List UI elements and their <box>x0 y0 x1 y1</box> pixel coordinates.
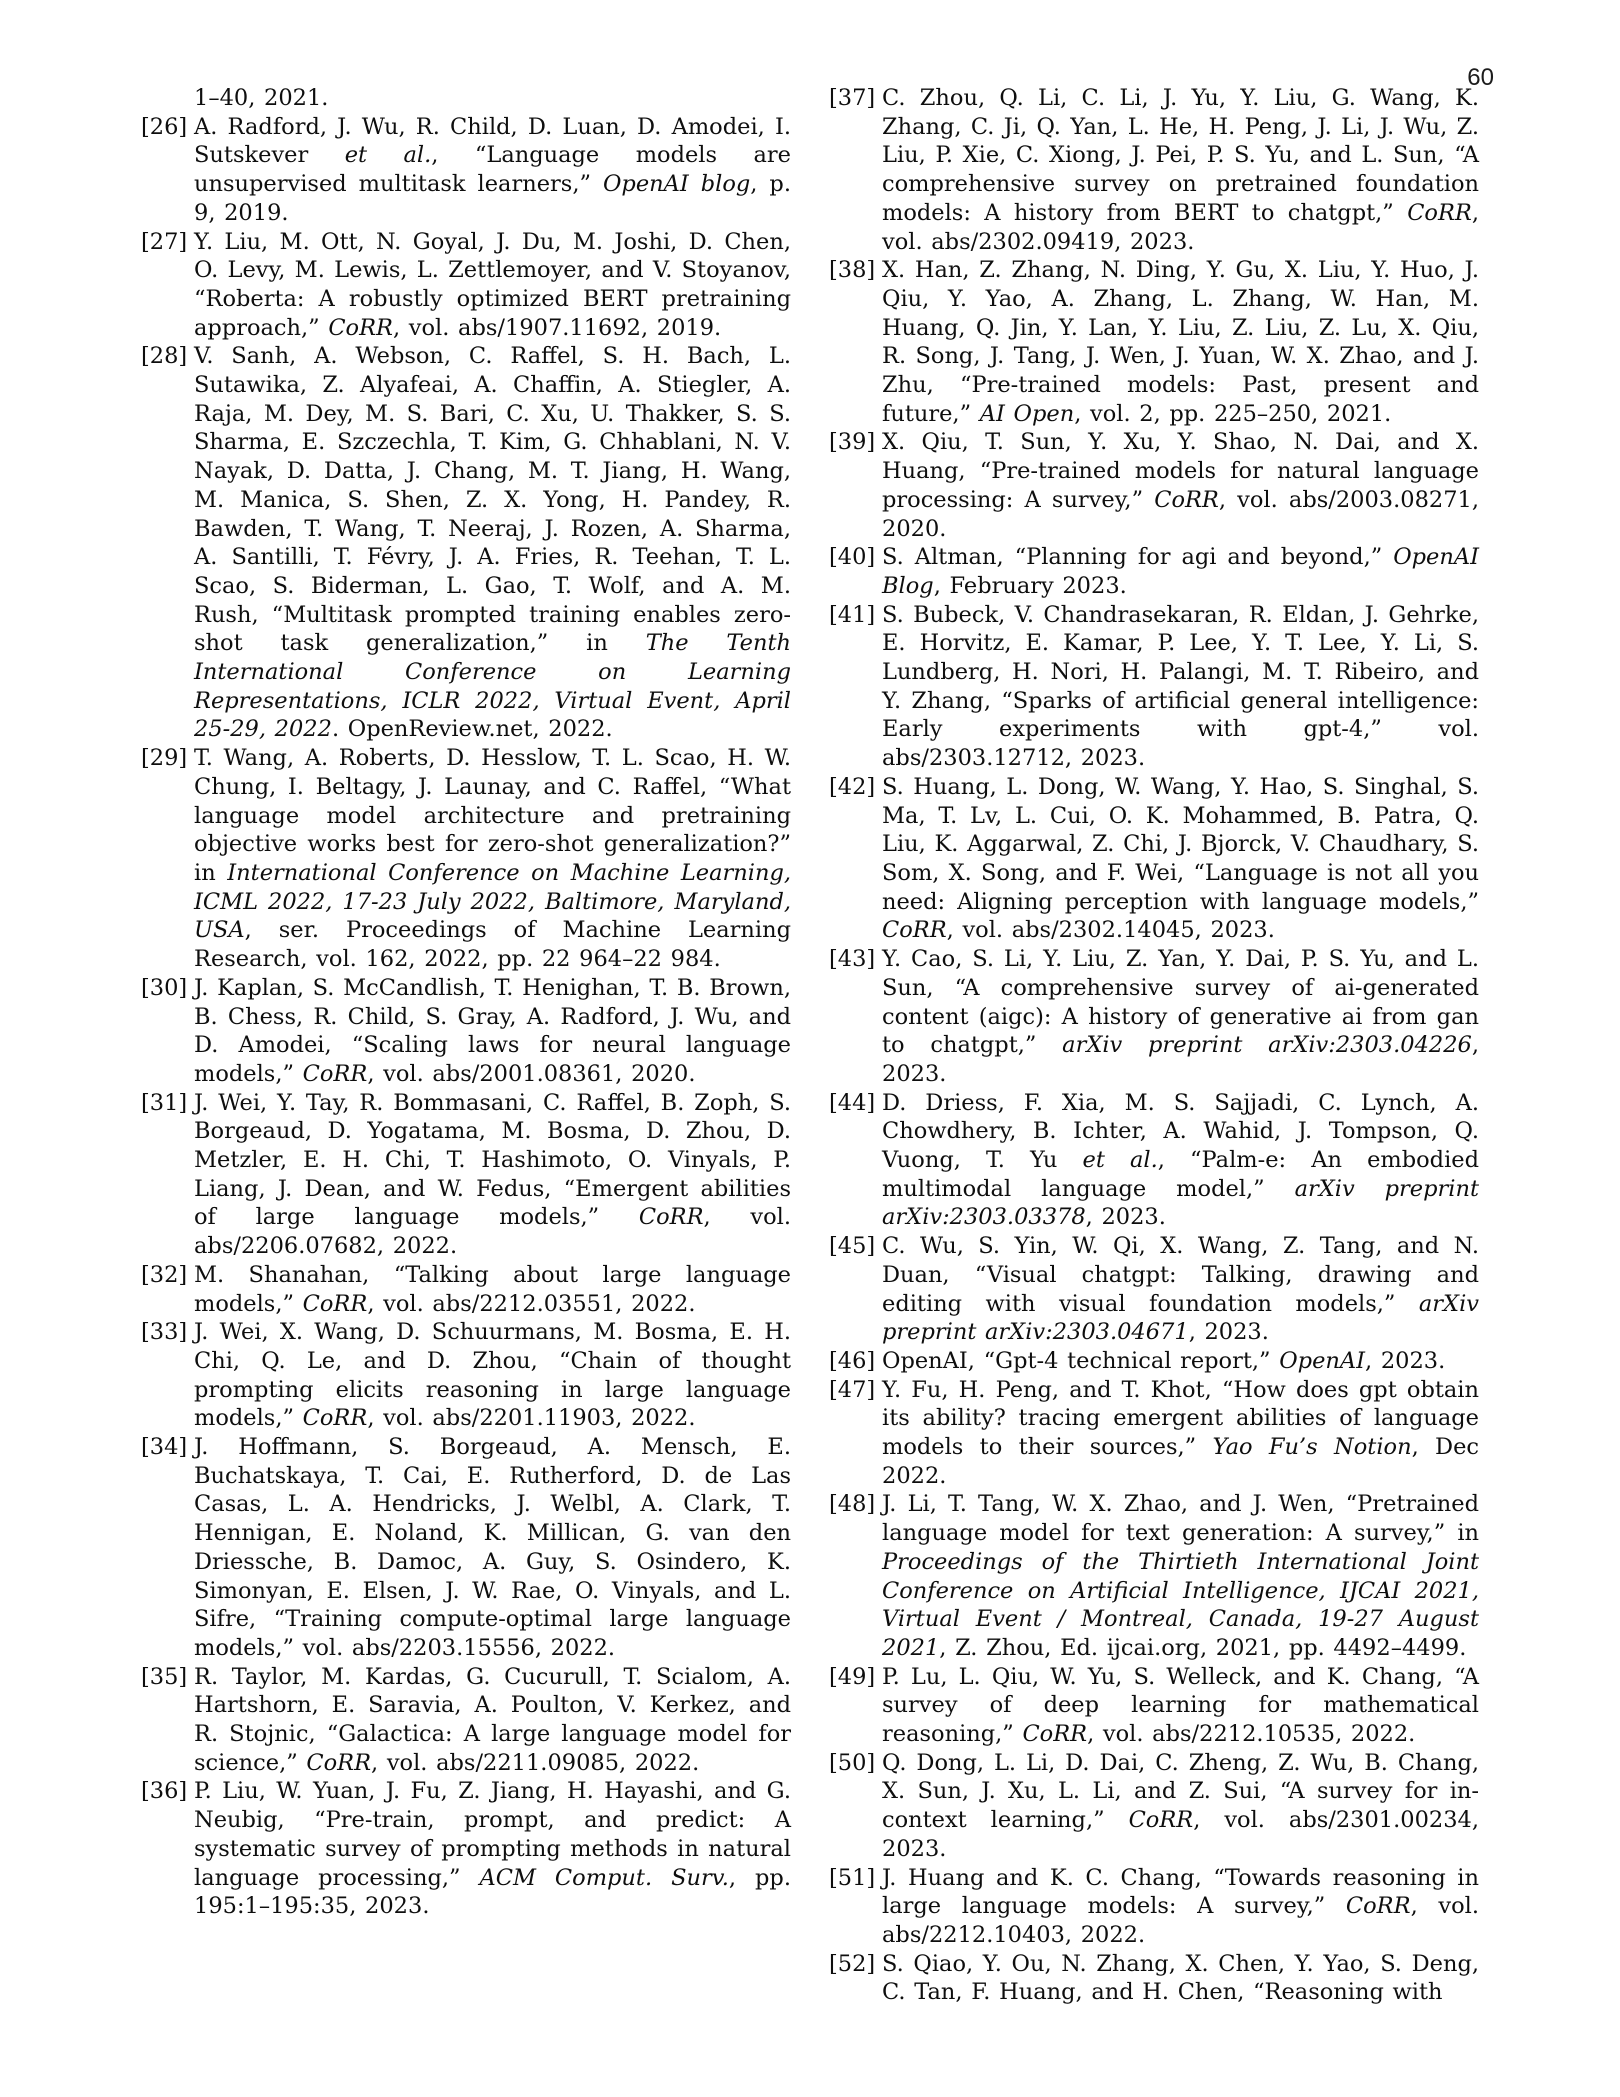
reference-text-segment: , p. 9, 2019. <box>194 171 791 226</box>
reference-text-segment: CoRR <box>1345 1893 1411 1920</box>
reference-text-segment: CoRR <box>638 1204 704 1231</box>
reference-label: [39] <box>829 429 876 456</box>
reference-text-segment: The Tenth International Conference on Learning Representations, ICLR 2022, Virtual Event, April 25-29, 2022 <box>194 630 791 743</box>
reference-entry <box>141 84 791 113</box>
reference-text <box>882 256 1479 428</box>
reference-text-segment: 1–40, 2021. <box>194 85 329 111</box>
reference-text-segment: J. Hoffmann, S. Borgeaud, A. Mensch, E. Buchatskaya, T. Cai, E. Rutherford, D. de Las Casas, L. A. Hendricks, J. Welbl, A. Clark, T. Hennigan, E. Noland, K. Millican, G. van den Driessche, B. Damoc, A. Guy, S. Osindero, K. Simonyan, E. Elsen, J. W. Rae, O. Vinyals, and L. Sifre, “Training compute-optimal large language models,” vol. abs/2203.15556, 2022. <box>194 1434 791 1661</box>
reference-label: [43] <box>829 946 876 973</box>
reference-text-segment: P. Liu, W. Yuan, J. Fu, Z. Jiang, H. Hayashi, and G. Neubig, “Pre-train, prompt, and predict: A systematic survey of prompting methods in natural language processing,” <box>194 1778 791 1891</box>
reference-text-segment: , 2023. <box>882 1032 1479 1087</box>
reference-label: [44] <box>829 1089 876 1116</box>
reference-text-segment: Yao Fu’s Notion <box>1212 1434 1412 1461</box>
reference-label: [47] <box>829 1376 876 1403</box>
reference-text-segment: et al. <box>344 142 432 169</box>
reference-entry <box>141 228 791 343</box>
reference-text-segment: Q. Dong, L. Li, D. Dai, C. Zheng, Z. Wu, B. Chang, X. Sun, J. Xu, L. Li, and Z. Sui, “A survey for in-context learning,” <box>882 1749 1479 1834</box>
reference-text-segment: S. Qiao, Y. Ou, N. Zhang, X. Chen, Y. Yao, S. Deng, C. Tan, F. Huang, and H. Chen, “Reasoning with <box>882 1950 1479 2006</box>
reference-label: [50] <box>829 1749 876 1776</box>
reference-entry <box>829 84 1479 256</box>
reference-text-segment: S. Altman, “Planning for agi and beyond,” <box>882 544 1394 571</box>
reference-entry <box>829 601 1479 773</box>
reference-label: [31] <box>141 1089 188 1116</box>
page-number: 60 <box>1467 64 1494 91</box>
reference-text-segment: OpenAI blog <box>602 171 751 198</box>
reference-text-segment: International Conference on Machine Learning, ICML 2022, 17-23 July 2022, Baltimore, Maryland, USA <box>194 859 792 944</box>
reference-entry <box>141 1433 791 1663</box>
reference-label: [33] <box>141 1319 188 1346</box>
reference-text-segment: et al. <box>1082 1147 1158 1174</box>
reference-text-segment: , vol. 2, pp. 225–250, 2021. <box>1074 400 1392 427</box>
reference-text <box>882 773 1479 945</box>
reference-text-segment: CoRR <box>1022 1721 1088 1748</box>
reference-text-segment: J. Huang and K. C. Chang, “Towards reasoning in large language models: A survey,” <box>882 1864 1479 1920</box>
reference-text <box>882 543 1479 600</box>
reference-text-segment: Y. Liu, M. Ott, N. Goyal, J. Du, M. Joshi, D. Chen, O. Levy, M. Lewis, L. Zettlemoyer, and V. Stoyanov, “Roberta: A robustly optimized BERT pretraining approach,” <box>194 228 791 341</box>
reference-entry <box>141 1663 791 1778</box>
reference-text-segment: AI Open <box>979 400 1075 427</box>
reference-label: [40] <box>829 544 876 571</box>
reference-text <box>194 342 791 744</box>
reference-text <box>194 84 791 113</box>
reference-text-segment: , pp. 195:1–195:35, 2023. <box>194 1864 791 1920</box>
reference-text-segment: CoRR <box>1407 199 1472 226</box>
reference-text-segment: CoRR <box>328 314 393 341</box>
reference-entry <box>829 1950 1479 2007</box>
reference-label: [46] <box>829 1347 876 1374</box>
reference-label: [37] <box>829 85 876 111</box>
reference-label: [26] <box>141 113 188 140</box>
reference-text <box>882 1749 1479 1864</box>
reference-label: [29] <box>141 745 188 772</box>
reference-text-segment: , vol. abs/2206.07682, 2022. <box>194 1204 791 1260</box>
reference-text-segment: , vol. abs/2302.14045, 2023. <box>946 917 1275 944</box>
reference-text-segment: , Dec 2022. <box>882 1434 1480 1489</box>
reference-text <box>194 1777 791 1921</box>
reference-entry <box>829 773 1479 945</box>
reference-text-segment: C. Zhou, Q. Li, C. Li, J. Yu, Y. Liu, G. Wang, K. Zhang, C. Ji, Q. Yan, L. He, H. Peng, J. Li, J. Wu, Z. Liu, P. Xie, C. Xiong, J. Pei, P. S. Yu, and L. Sun, “A comprehensive survey on pretrained foundation models: A history from BERT to chatgpt,” <box>882 85 1479 226</box>
reference-text-segment: Y. Fu, H. Peng, and T. Khot, “How does gpt obtain its ability? tracing emergent abilities of language models to their sources,” <box>882 1376 1479 1461</box>
reference-text-segment: , 2023. <box>1365 1347 1446 1374</box>
reference-text-segment: CoRR <box>302 1290 368 1317</box>
reference-label: [41] <box>829 601 876 628</box>
reference-text-segment: X. Han, Z. Zhang, N. Ding, Y. Gu, X. Liu, Y. Huo, J. Qiu, Y. Yao, A. Zhang, L. Zhang, W. Han, M. Huang, Q. Jin, Y. Lan, Y. Liu, Z. Liu, Z. Lu, X. Qiu, R. Song, J. Tang, J. Wen, J. Yuan, W. X. Zhao, and J. Zhu, “Pre-trained models: Past, present and future,” <box>882 257 1479 427</box>
reference-entry <box>141 974 791 1089</box>
references-column-left <box>141 84 791 1921</box>
reference-text-segment: X. Qiu, T. Sun, Y. Xu, Y. Shao, N. Dai, and X. Huang, “Pre-trained models for natural language processing: A survey,” <box>882 429 1479 513</box>
reference-entry <box>141 1777 791 1921</box>
reference-text-segment: , vol. abs/2201.11903, 2022. <box>367 1405 696 1432</box>
reference-entry <box>829 945 1479 1089</box>
reference-text <box>882 84 1479 256</box>
reference-text-segment: J. Wei, Y. Tay, R. Bommasani, C. Raffel, B. Zoph, S. Borgeaud, D. Yogatama, M. Bosma, D. Zhou, D. Metzler, E. H. Chi, T. Hashimoto, O. Vinyals, P. Liang, J. Dean, and W. Fedus, “Emergent abilities of large language models,” <box>194 1089 791 1231</box>
reference-text-segment: , vol. abs/2212.10403, 2022. <box>882 1893 1480 1948</box>
reference-text-segment: OpenAI Blog <box>882 544 1479 599</box>
reference-text-segment: J. Wei, X. Wang, D. Schuurmans, M. Bosma, E. H. Chi, Q. Le, and D. Zhou, “Chain of thought prompting elicits reasoning in large language models,” <box>194 1319 791 1432</box>
reference-text-segment: A. Radford, J. Wu, R. Child, D. Luan, D. Amodei, I. Sutskever <box>194 113 791 169</box>
reference-entry <box>829 256 1479 428</box>
reference-label: [27] <box>141 228 188 255</box>
reference-text-segment: T. Wang, A. Roberts, D. Hesslow, T. L. Scao, H. W. Chung, I. Beltagy, J. Launay, and C. Raffel, “What language model architecture and pretraining objective works best for zero-shot generalization?” in <box>194 745 791 886</box>
reference-text <box>194 228 791 343</box>
reference-text <box>882 1490 1479 1662</box>
reference-entry <box>829 1864 1479 1950</box>
reference-label: [38] <box>829 257 876 284</box>
reference-text-segment: , 2023. <box>1188 1319 1269 1346</box>
reference-entry <box>141 113 791 228</box>
reference-entry <box>829 543 1479 600</box>
reference-entry <box>141 1261 791 1318</box>
reference-text-segment: , vol. abs/2301.00234, 2023. <box>882 1807 1479 1862</box>
reference-text-segment: , vol. abs/2001.08361, 2020. <box>367 1060 696 1087</box>
reference-label: [48] <box>829 1491 876 1518</box>
reference-text <box>194 1663 791 1778</box>
reference-text <box>194 1318 791 1433</box>
reference-text <box>882 1950 1479 2007</box>
reference-text <box>882 601 1479 773</box>
reference-text-segment: J. Kaplan, S. McCandlish, T. Henighan, T. B. Brown, B. Chess, R. Child, S. Gray, A. Radford, J. Wu, and D. Amodei, “Scaling laws for neural language models,” <box>194 974 791 1087</box>
reference-text <box>882 1663 1479 1749</box>
reference-text-segment: arXiv preprint arXiv:2303.04226 <box>1062 1032 1472 1059</box>
reference-entry <box>141 1318 791 1433</box>
reference-entry <box>829 428 1479 543</box>
reference-label: [30] <box>141 974 188 1001</box>
reference-entry <box>141 342 791 744</box>
reference-text-segment: CoRR <box>1154 486 1219 513</box>
reference-text <box>882 428 1479 543</box>
reference-text-segment: , February 2023. <box>933 572 1127 599</box>
reference-text-segment: . OpenReview.net, 2022. <box>331 716 613 743</box>
reference-label: [35] <box>141 1663 188 1690</box>
reference-text-segment: P. Lu, L. Qiu, W. Yu, S. Welleck, and K. Chang, “A survey of deep learning for mathematical reasoning,” <box>882 1663 1479 1748</box>
reference-text <box>194 744 791 974</box>
reference-text-segment: OpenAI <box>1279 1347 1366 1374</box>
reference-text-segment: S. Huang, L. Dong, W. Wang, Y. Hao, S. Singhal, S. Ma, T. Lv, L. Cui, O. K. Mohammed, B. Patra, Q. Liu, K. Aggarwal, Z. Chi, J. Bjorck, V. Chaudhary, S. Som, X. Song, and F. Wei, “Language is not all you need: Aligning perception with language models,” <box>882 773 1479 915</box>
reference-text <box>882 945 1479 1089</box>
reference-text-segment: R. Taylor, M. Kardas, G. Cucurull, T. Scialom, A. Hartshorn, E. Saravia, A. Poulton, V. Kerkez, and R. Stojnic, “Galactica: A large language model for science,” <box>194 1663 791 1776</box>
reference-text-segment: V. Sanh, A. Webson, C. Raffel, S. H. Bach, L. Sutawika, Z. Alyafeai, A. Chaffin, A. Stiegler, A. Raja, M. Dey, M. S. Bari, C. Xu, U. Thakker, S. S. Sharma, E. Szczechla, T. Kim, G. Chhablani, N. V. Nayak, D. Datta, J. Chang, M. T. Jiang, H. Wang, M. Manica, S. Shen, Z. X. Yong, H. Pandey, R. Bawden, T. Wang, T. Neeraj, J. Rozen, A. Sharma, A. Santilli, T. Févry, J. A. Fries, R. Teehan, T. L. Scao, S. Biderman, L. Gao, T. Wolf, and A. M. Rush, “Multitask prompted training enables zero-shot task generalization,” in <box>194 343 791 657</box>
reference-text-segment: OpenAI, “Gpt-4 technical report,” <box>882 1347 1280 1374</box>
reference-text-segment: S. Bubeck, V. Chandrasekaran, R. Eldan, J. Gehrke, E. Horvitz, E. Kamar, P. Lee, Y. T. Lee, Y. Li, S. Lundberg, H. Nori, H. Palangi, M. T. Ribeiro, and Y. Zhang, “Sparks of artificial general intelligence: Early experiments with gpt-4,” vol. abs/2303.12712, 2023. <box>882 601 1479 772</box>
reference-text-segment: arXiv preprint arXiv:2303.04671 <box>882 1290 1479 1346</box>
reference-text <box>194 1089 791 1261</box>
reference-text-segment: , “Language models are unsupervised multitask learners,” <box>194 142 791 198</box>
reference-text <box>882 1089 1479 1233</box>
reference-text <box>194 113 791 228</box>
reference-text <box>194 1433 791 1663</box>
reference-label: [32] <box>141 1261 188 1288</box>
reference-entry <box>829 1089 1479 1233</box>
reference-text-segment: Proceedings of the Thirtieth International Joint Conference on Artificial Intelligence, IJCAI 2021, Virtual Event / Montreal, Canada, 19-27 August 2021 <box>882 1548 1479 1661</box>
reference-text-segment: D. Driess, F. Xia, M. S. Sajjadi, C. Lynch, A. Chowdhery, B. Ichter, A. Wahid, J. Tompson, Q. Vuong, T. Yu <box>882 1089 1479 1174</box>
reference-text-segment: J. Li, T. Tang, W. X. Zhao, and J. Wen, “Pretrained language model for text generation: A survey,” in <box>882 1491 1479 1547</box>
reference-entry <box>141 1089 791 1261</box>
reference-text-segment: CoRR <box>1128 1807 1194 1834</box>
reference-text <box>882 1232 1479 1347</box>
reference-label: [52] <box>829 1950 876 1977</box>
reference-text-segment: , “Palm-e: An embodied multimodal language model,” <box>882 1147 1479 1202</box>
reference-text-segment: CoRR <box>882 917 947 944</box>
reference-label: [49] <box>829 1663 876 1690</box>
reference-label: [51] <box>829 1864 876 1891</box>
reference-label: [45] <box>829 1233 876 1260</box>
reference-text <box>882 1347 1479 1376</box>
reference-text-segment: , vol. abs/2212.10535, 2022. <box>1087 1721 1416 1748</box>
reference-text-segment: , Z. Zhou, Ed. ijcai.org, 2021, pp. 4492–4499. <box>939 1634 1467 1661</box>
reference-text-segment: , vol. abs/2211.09085, 2022. <box>371 1749 700 1776</box>
reference-entry <box>829 1376 1479 1491</box>
reference-text-segment: arXiv preprint arXiv:2303.03378 <box>882 1175 1479 1231</box>
reference-text-segment: CoRR <box>306 1749 372 1776</box>
reference-text-segment: , vol. abs/1907.11692, 2019. <box>393 314 722 341</box>
reference-label: [28] <box>141 343 188 370</box>
reference-entry <box>829 1749 1479 1864</box>
reference-text <box>194 974 791 1089</box>
reference-text <box>194 1261 791 1318</box>
reference-text-segment: , vol. abs/2302.09419, 2023. <box>882 199 1479 255</box>
reference-entry <box>829 1347 1479 1376</box>
reference-text-segment: , vol. abs/2003.08271, 2020. <box>882 486 1479 542</box>
reference-text-segment: , vol. abs/2212.03551, 2022. <box>367 1290 696 1317</box>
reference-text-segment: , ser. Proceedings of Machine Learning Research, vol. 162, 2022, pp. 22 964–22 984. <box>194 917 791 973</box>
reference-text-segment: , 2023. <box>1085 1204 1166 1231</box>
reference-text-segment: ACM Comput. Surv. <box>479 1864 729 1891</box>
reference-text-segment: CoRR <box>302 1405 368 1432</box>
reference-label: [34] <box>141 1434 188 1461</box>
reference-label: [42] <box>829 773 876 800</box>
reference-text-segment: Y. Cao, S. Li, Y. Liu, Z. Yan, Y. Dai, P. S. Yu, and L. Sun, “A comprehensive survey of ai-generated content (aigc): A history of generative ai from gan to chatgpt,” <box>882 946 1479 1059</box>
reference-entry <box>829 1232 1479 1347</box>
reference-text-segment: M. Shanahan, “Talking about large language models,” <box>194 1261 791 1317</box>
reference-entry <box>141 744 791 974</box>
reference-entry <box>829 1663 1479 1749</box>
references-column-right <box>829 84 1479 2007</box>
reference-text-segment: CoRR <box>302 1060 368 1087</box>
reference-label: [36] <box>141 1778 188 1805</box>
reference-entry <box>829 1490 1479 1662</box>
reference-text-segment: C. Wu, S. Yin, W. Qi, X. Wang, Z. Tang, and N. Duan, “Visual chatgpt: Talking, drawing and editing with visual foundation models,” <box>882 1233 1479 1317</box>
reference-text <box>882 1376 1479 1491</box>
reference-text <box>882 1864 1479 1950</box>
